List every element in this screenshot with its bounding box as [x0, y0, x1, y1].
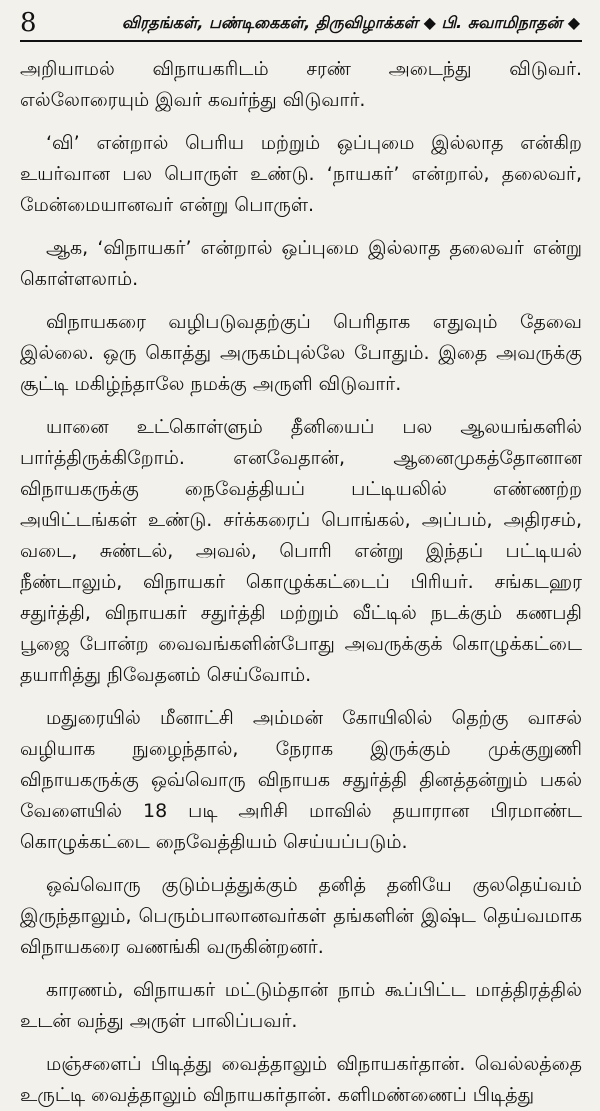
- page-body: [20, 54, 582, 1111]
- paragraph: ‘வி’ என்றால் பெரிய மற்றும் ஒப்புமை இல்லாத என்கிற உயர்வான பல பொருள் உண்டு. ‘நாயகர்’ என்றால், தலைவர், மேன்மையானவர் என்று பொருள்.: [20, 132, 582, 216]
- paragraph: யானை உட்கொள்ளும் தீனியைப் பல ஆலயங்களில் பார்த்திருக்கிறோம். எனவேதான், ஆனைமுகத்தோனான விநாயகருக்கு நைவேத்தியப் பட்டியலில் எண்ணற்ற அயிட்டங்கள் உண்டு. சர்க்கரைப் பொங்கல், அப்பம், அதிரசம், வடை, சுண்டல், அவல், பொரி என்று இந்தப் பட்டியல் நீண்டாலும், விநாயகர் கொழுக்கட்டைப் பிரியர். சங்கடஹர சதுர்த்தி, விநாயகர் சதுர்த்தி மற்றும் வீட்டில் நடக்கும் கணபதி பூஜை போன்ற வைவங்களின்போது அவருக்குக் கொழுக்கட்டை தயாரித்து நிவேதனம் செய்வோம்.: [20, 416, 582, 686]
- page-number: 8: [20, 8, 37, 38]
- paragraph: மஞ்சளைப் பிடித்து வைத்தாலும் விநாயகர்தான். வெல்லத்தை உருட்டி வைத்தாலும் விநாயகர்தான். களிமண்ணைப் பிடித்து: [20, 1053, 582, 1106]
- paragraph: காரணம், விநாயகர் மட்டும்தான் நாம் கூப்பிட்ட மாத்திரத்தில் உடன் வந்து அருள் பாலிப்பவர்.: [20, 979, 582, 1032]
- paragraph: ஆக, ‘விநாயகர்’ என்றால் ஒப்புமை இல்லாத தலைவர் என்று கொள்ளலாம்.: [20, 237, 582, 290]
- page-header: [20, 6, 582, 42]
- paragraph: அறியாமல் விநாயகரிடம் சரண் அடைந்து விடுவர். எல்லோரையும் இவர் கவர்ந்து விடுவார்.: [20, 58, 582, 111]
- paragraph: ஒவ்வொரு குடும்பத்துக்கும் தனித் தனியே குலதெய்வம் இருந்தாலும், பெரும்பாலானவர்கள் தங்களின் இஷ்ட தெய்வமாக விநாயகரை வணங்கி வருகின்றனர்.: [20, 874, 582, 958]
- paragraph: விநாயகரை வழிபடுவதற்குப் பெரிதாக எதுவும் தேவை இல்லை. ஒரு கொத்து அருகம்புல்லே போதும். இதை அவருக்கு சூட்டி மகிழ்ந்தாலே நமக்கு அருளி விடுவார்.: [20, 311, 582, 395]
- paragraph: மதுரையில் மீனாட்சி அம்மன் கோயிலில் தெற்கு வாசல் வழியாக நுழைந்தால், நேராக இருக்கும் முக்குறுணி விநாயகருக்கு ஒவ்வொரு விநாயக சதுர்த்தி தினத்தன்றும் பகல் வேளையில் 18 படி அரிசி மாவில் தயாரான பிரமாண்ட கொழுக்கட்டை நைவேத்தியம் செய்யப்படும்.: [20, 707, 582, 853]
- running-title: விரதங்கள், பண்டிகைகள், திருவிழாக்கள் ◆ பி. சுவாமிநாதன் ◆: [121, 12, 580, 32]
